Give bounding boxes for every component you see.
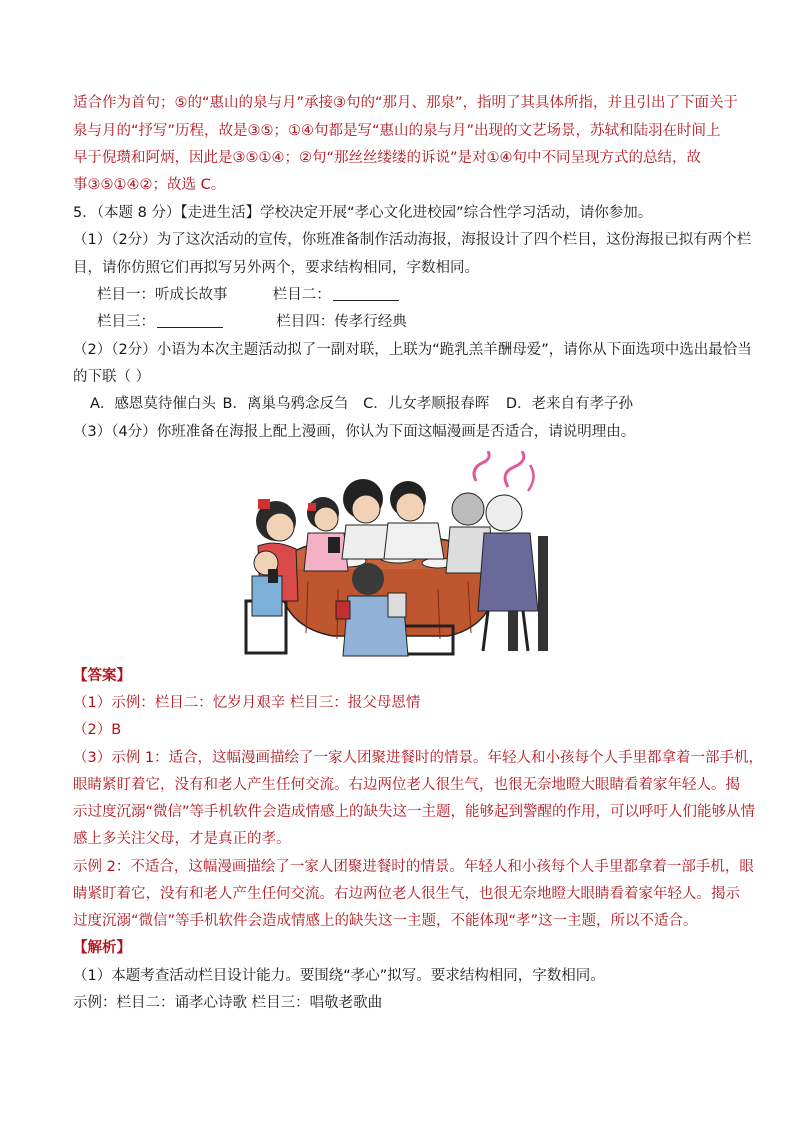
- q5-sub1-line: （1）（2分）为了这次活动的宣传，你班准备制作活动海报，海报设计了四个栏目，这份海报已拟有两个栏: [73, 232, 752, 248]
- answer-3-line: （3）示例 1：适合，这幅漫画描绘了一家人团聚进餐时的情景。年轻人和小孩每个人手里都拿着一部手机，: [73, 750, 764, 766]
- column-1: 栏目一：听成长故事: [97, 287, 228, 303]
- explanation-line: 泉与月的“抒写”历程，故是③⑤；①④句都是写“惠山的泉与月”出现的文艺场景，苏轼和陆羽在时间上: [73, 123, 721, 139]
- answer-2: （2）B: [73, 722, 122, 738]
- q5-sub1-line: 目，请你仿照它们再拟写另外两个，要求结构相同，字数相同。: [73, 260, 479, 276]
- column-4: 栏目四：传孝行经典: [276, 314, 407, 330]
- option-a[interactable]: A．感恩莫待催白头: [90, 396, 216, 412]
- explanation-line: 事③⑤①④②；故选 C。: [73, 177, 226, 193]
- column-row-1: [97, 285, 399, 305]
- answer-1: （1）示例：栏目二：忆岁月艰辛 栏目三：报父母恩情: [73, 695, 421, 711]
- option-c[interactable]: C．儿女孝顺报春晖: [363, 396, 490, 412]
- answer-3b-line: 示例 2：不适合，这幅漫画描绘了一家人团聚进餐时的情景。年轻人和小孩每个人手里都拿着一部手机，眼: [73, 859, 754, 875]
- answer-3-line: 感上多关注父母，才是真正的孝。: [73, 831, 291, 847]
- column-3-blank[interactable]: [157, 313, 223, 328]
- column-3-label: 栏目三：: [97, 314, 155, 330]
- options-row: [90, 394, 633, 414]
- analysis-line-1: （1）本题考查活动栏目设计能力。要围绕“孝心”拟写。要求结构相同，字数相同。: [73, 968, 605, 984]
- question-5-header: 5．（本题 8 分）【走进生活】学校决定开展“孝心文化进校园”综合性学习活动，请你参加。: [73, 205, 653, 221]
- column-2-label: 栏目二：: [272, 287, 331, 303]
- answer-3-line: 示过度沉溺“微信”等手机软件会造成情感上的缺失这一主题，能够起到警醒的作用，可以呼吁人们能够从情: [73, 804, 756, 820]
- explanation-line: 早于倪瓒和阿炳，因此是③⑤①④；②句“那丝丝缕缕的诉说”是对①④句中不同呈现方式的总结，故: [73, 150, 702, 166]
- q5-sub2-line: 的下联（ ）: [73, 369, 151, 385]
- answer-3-line: 眼睛紧盯着它，没有和老人产生任何交流。右边两位老人很生气，也很无奈地瞪大眼睛看着家年轻人。揭: [73, 777, 740, 793]
- analysis-heading: 【解析】: [73, 940, 131, 956]
- answer-3b-line: 过度沉溺“微信”等手机软件会造成情感上的缺失这一主题，不能体现“孝”这一主题，所以不适合。: [73, 913, 698, 929]
- answer-heading: 【答案】: [73, 668, 131, 684]
- column-2-blank[interactable]: [333, 286, 399, 301]
- explanation-line: 适合作为首句；⑤的“惠山的泉与月”承接③句的“那月、那泉”，指明了其具体所指，并且引出了下面关于: [73, 95, 739, 111]
- option-d[interactable]: D．老来自有孝子孙: [505, 396, 633, 412]
- q5-sub2-line: （2）（2分）小语为本次主题活动拟了一副对联，上联为“跪乳羔羊酬母爱”，请你从下面选项中选出最恰当: [73, 342, 752, 358]
- option-b[interactable]: B．离巢乌鸦念反刍: [222, 396, 349, 412]
- column-row-2: [97, 312, 407, 332]
- answer-3b-line: 睛紧盯着它，没有和老人产生任何交流。右边两位老人很生气，也很无奈地瞪大眼睛看着家年轻人。揭示: [73, 886, 740, 902]
- q5-sub3-line: （3）（4分）你班准备在海报上配上漫画，你认为下面这幅漫画是否适合，请说明理由。: [73, 424, 636, 440]
- analysis-line-2: 示例：栏目二：诵孝心诗歌 栏目三：唱敬老歌曲: [73, 995, 383, 1011]
- family-dinner-cartoon-image: [238, 451, 556, 659]
